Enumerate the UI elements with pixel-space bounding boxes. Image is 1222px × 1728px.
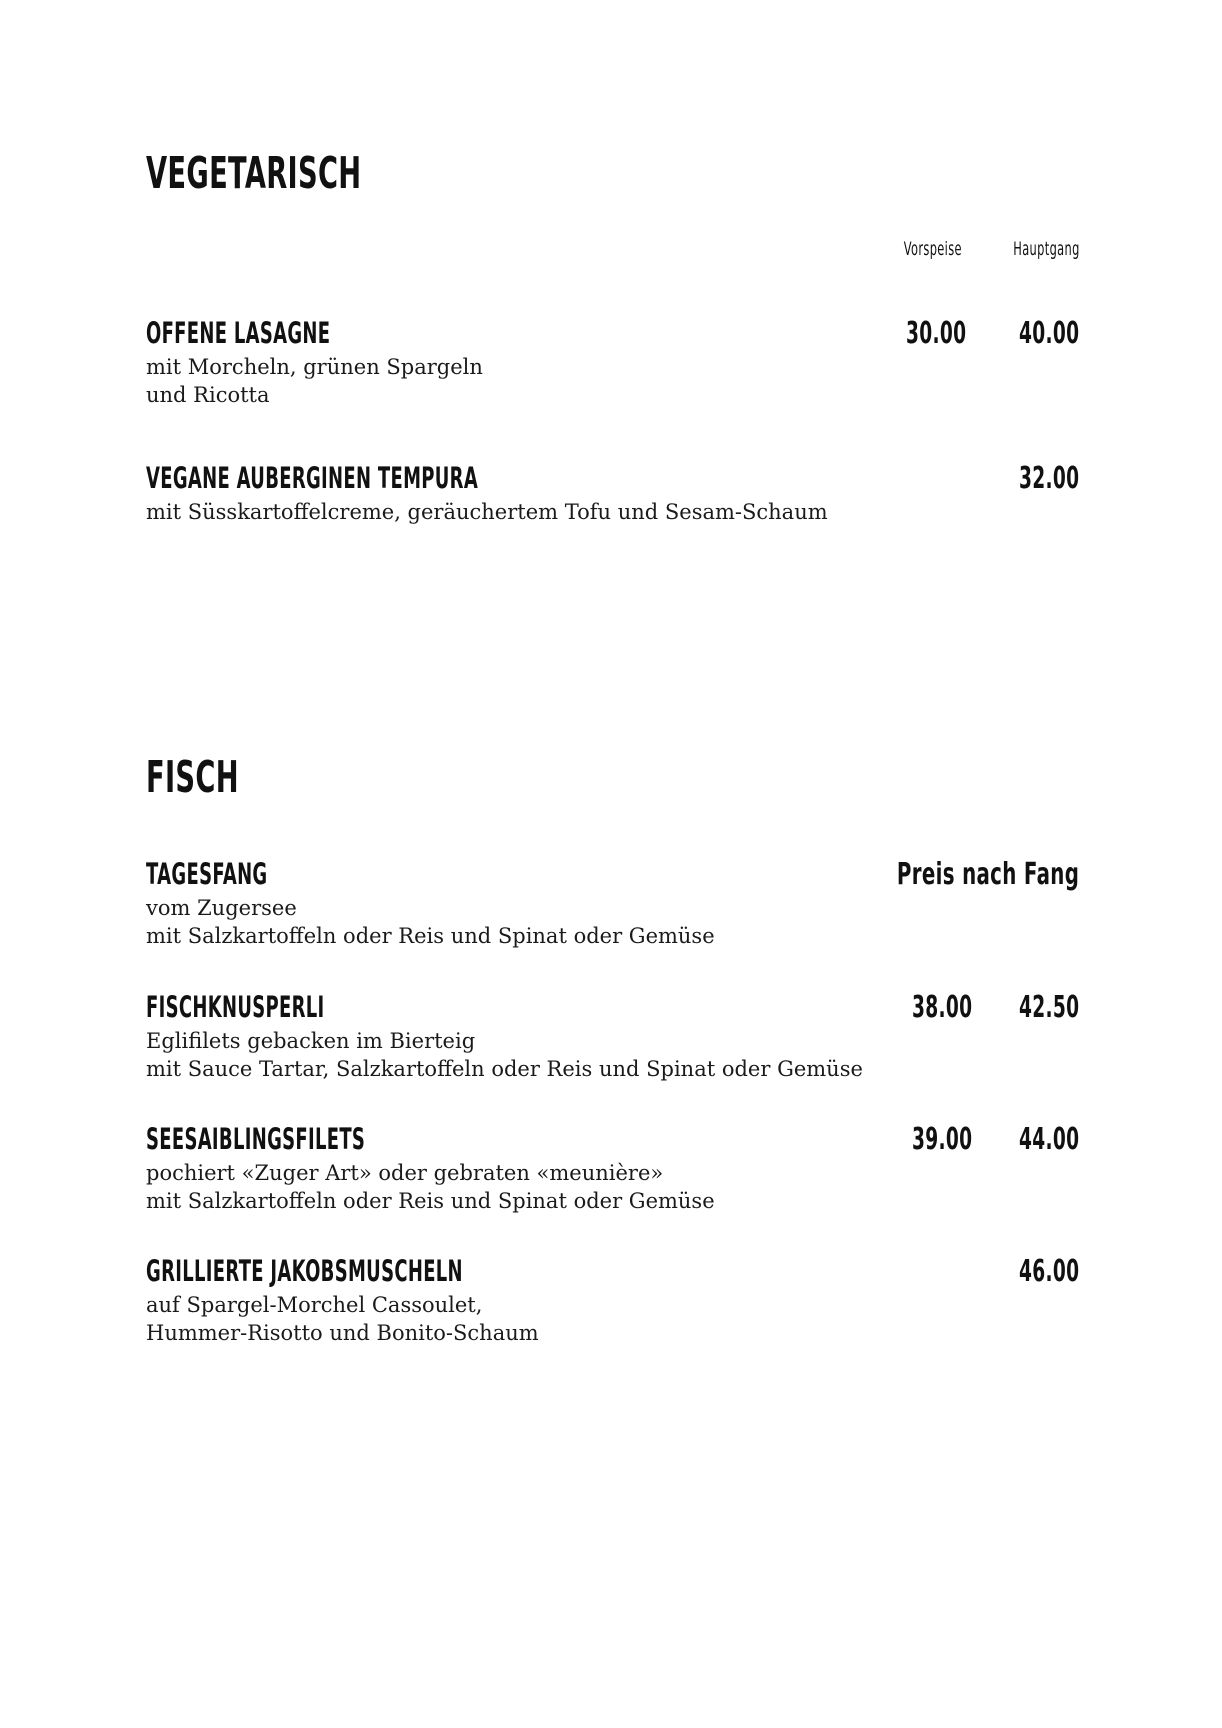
price-main: 40.00: [1018, 316, 1079, 351]
menu-item-fischknusperli: [146, 990, 434, 1024]
item-description: mit Morcheln, grünen Spargeln und Ricotta: [146, 355, 483, 407]
item-description: pochiert «Zuger Art» oder gebraten «meunière» mit Salzkartoffeln oder Reis und Spinat oder Gemüse: [146, 1161, 715, 1213]
item-description: auf Spargel-Morchel Cassoulet, Hummer-Risotto und Bonito-Schaum: [146, 1293, 539, 1345]
item-description: mit Süsskartoffelcreme, geräuchertem Tofu und Sesam-Schaum: [146, 500, 828, 524]
menu-item-grillierte-jakobsmuscheln: [146, 1254, 657, 1288]
item-name: GRILLIERTE JAKOBSMUSCHELN: [146, 1254, 463, 1288]
column-header-starter: Vorspeise: [903, 238, 962, 260]
price-main: 46.00: [1018, 1254, 1079, 1289]
section-title-text: FISCH: [146, 752, 239, 803]
menu-item-offene-lasagne: [146, 316, 443, 350]
item-name: FISCHKNUSPERLI: [146, 990, 325, 1024]
price-main: 42.50: [1018, 990, 1079, 1025]
price-starter: 38.00: [911, 990, 972, 1025]
item-name: SEESAIBLINGSFILETS: [146, 1122, 366, 1156]
price-main: 32.00: [1018, 461, 1079, 496]
item-description: vom Zugersee mit Salzkartoffeln oder Reis und Spinat oder Gemüse: [146, 896, 715, 948]
price-starter: 30.00: [905, 316, 966, 351]
price-starter: 39.00: [911, 1122, 972, 1157]
section-title-text: VEGETARISCH: [146, 148, 362, 199]
item-description: Eglifilets gebacken im Bierteig mit Sauce Tartar, Salzkartoffeln oder Reis und Spinat oder Gemüse: [146, 1029, 863, 1081]
item-name: OFFENE LASAGNE: [146, 316, 331, 350]
item-name: VEGANE AUBERGINEN TEMPURA: [146, 461, 479, 495]
section-title-fisch: [146, 752, 296, 803]
section-title-vegetarisch: [146, 148, 494, 199]
column-header-main: Hauptgang: [1013, 238, 1080, 260]
item-name: TAGESFANG: [146, 857, 268, 891]
price-main: 44.00: [1018, 1122, 1079, 1157]
menu-item-vegane-auberginen-tempura: [146, 461, 682, 495]
menu-item-tagesfang: [146, 857, 342, 891]
price-note: Preis nach Fang: [896, 857, 1079, 892]
menu-item-seesaiblingsfilets: [146, 1122, 500, 1156]
